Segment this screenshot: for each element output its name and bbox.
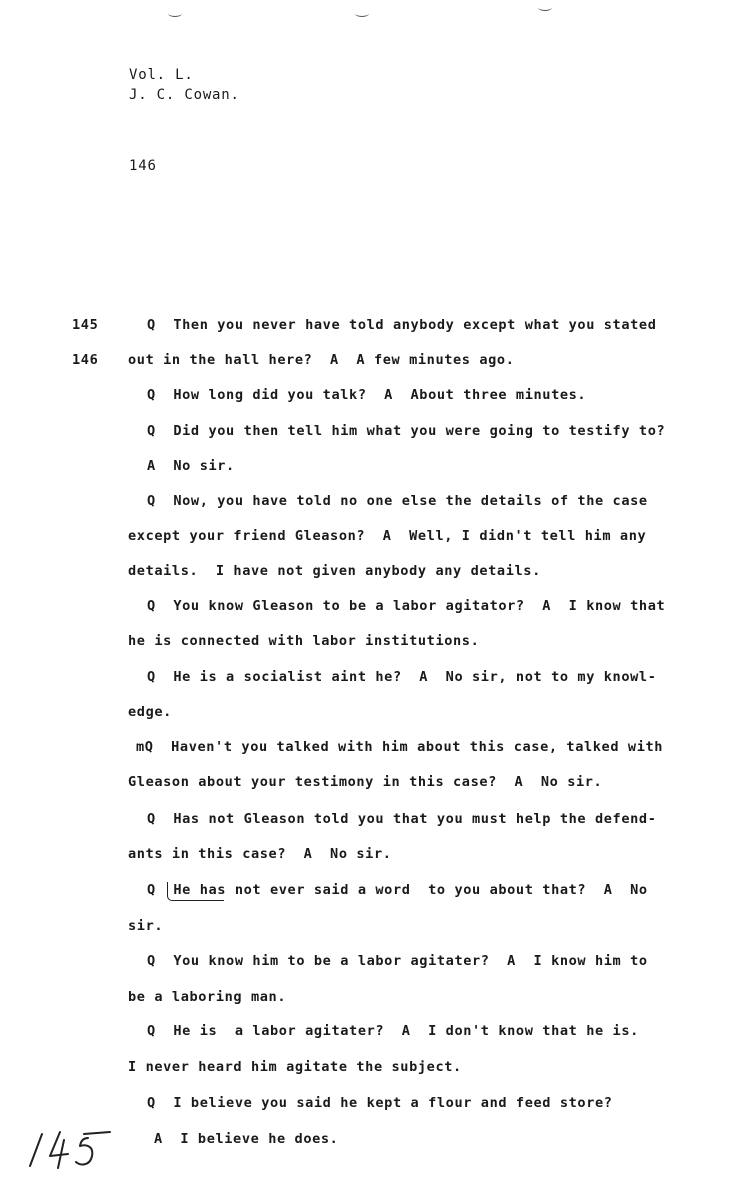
transcript-line: Q You know Gleason to be a labor agitator? A I know that bbox=[147, 598, 666, 614]
transcript-line: out in the hall here? A A few minutes ago. bbox=[128, 352, 515, 368]
transcript-line: sir. bbox=[128, 918, 164, 934]
margin-ref: 146 bbox=[72, 352, 99, 368]
witness-name: J. C. Cowan. bbox=[129, 87, 240, 103]
transcript-line: Q Then you never have told anybody except what you stated bbox=[147, 317, 657, 333]
transcript-line: he is connected with labor institutions. bbox=[128, 633, 480, 649]
transcript-line: ants in this case? A No sir. bbox=[128, 846, 392, 862]
margin-ref: 145 bbox=[72, 317, 99, 333]
volume-label: Vol. L. bbox=[129, 67, 194, 83]
binding-mark bbox=[355, 10, 369, 17]
transcript-line: A No sir. bbox=[147, 458, 235, 474]
transcript-line: Q He is a socialist aint he? A No sir, not to my knowl- bbox=[147, 669, 657, 685]
transcript-line: Q How long did you talk? A About three minutes. bbox=[147, 387, 587, 403]
transcript-line: be a laboring man. bbox=[128, 989, 287, 1005]
binding-mark bbox=[168, 10, 182, 17]
transcript-line: Q Did you then tell him what you were going to testify to? bbox=[147, 423, 666, 439]
transcript-line: edge. bbox=[128, 704, 172, 720]
transcript-line: Q He has not ever said a word to you about that? A No bbox=[147, 882, 648, 898]
transcript-line: I never heard him agitate the subject. bbox=[128, 1059, 462, 1075]
transcript-line: Gleason about your testimony in this case? A No sir. bbox=[128, 774, 603, 790]
handwritten-bracket bbox=[167, 882, 224, 901]
page-number: 146 bbox=[129, 158, 157, 174]
transcript-line: Q He is a labor agitater? A I don't know that he is. bbox=[147, 1023, 639, 1039]
transcript-line: Q Now, you have told no one else the details of the case bbox=[147, 493, 648, 509]
transcript-line: Q I believe you said he kept a flour and feed store? bbox=[147, 1095, 613, 1111]
transcript-line: Q You know him to be a labor agitater? A I know him to bbox=[147, 953, 648, 969]
transcript-line: mQ Haven't you talked with him about this case, talked with bbox=[136, 739, 664, 755]
transcript-line: Q Has not Gleason told you that you must help the defend- bbox=[147, 811, 657, 827]
binding-mark bbox=[538, 4, 552, 11]
transcript-line: A I believe he does. bbox=[154, 1131, 339, 1147]
transcript-line: details. I have not given anybody any details. bbox=[128, 563, 541, 579]
handwritten-page-number bbox=[26, 1126, 116, 1172]
transcript-line: except your friend Gleason? A Well, I didn't tell him any bbox=[128, 528, 647, 544]
